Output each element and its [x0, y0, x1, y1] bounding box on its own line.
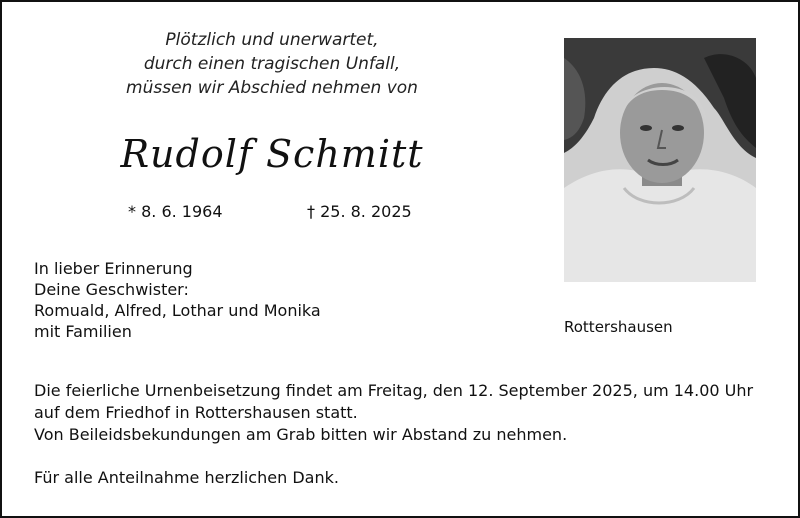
portrait-illustration — [564, 38, 756, 282]
mourners-line: mit Familien — [34, 322, 132, 341]
mourners-line: In lieber Erinnerung — [34, 259, 193, 278]
portrait-photo — [564, 38, 756, 282]
intro-text — [62, 28, 482, 100]
intro-line: müssen wir Abschied nehmen von — [126, 78, 418, 98]
intro-line: Plötzlich und unerwartet, — [165, 30, 379, 50]
intro-line: durch einen tragischen Unfall, — [143, 54, 401, 74]
mourners-line: Romuald, Alfred, Lothar und Monika — [34, 301, 321, 320]
deceased-name: Rudolf Schmitt — [120, 132, 424, 176]
mourners-block — [34, 258, 321, 342]
place-name: Rottershausen — [564, 318, 673, 336]
birth-date: * 8. 6. 1964 — [128, 202, 223, 221]
death-date: † 25. 8. 2025 — [307, 202, 412, 221]
notice-line: Die feierliche Urnenbeisetzung findet am Freitag, den 12. September 2025, um 14.00 Uhr — [34, 381, 754, 400]
notice-line: Von Beileidsbekundungen am Grab bitten wir Abstand zu nehmen. — [34, 425, 568, 444]
funeral-notice — [34, 380, 774, 446]
notice-line: auf dem Friedhof in Rottershausen statt. — [34, 403, 358, 422]
mourners-line: Deine Geschwister: — [34, 280, 189, 299]
thanks-line: Für alle Anteilnahme herzlichen Dank. — [34, 468, 339, 487]
